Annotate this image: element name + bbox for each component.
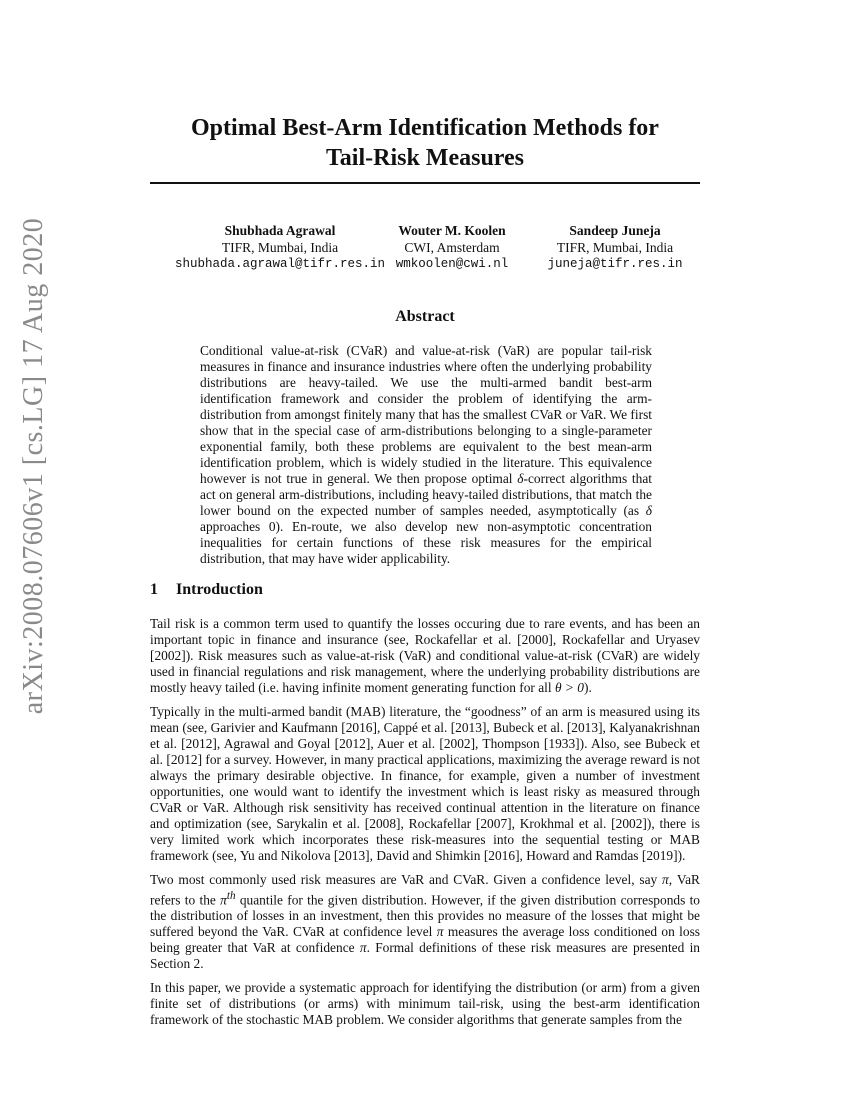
- author-email[interactable]: juneja@tifr.res.in: [547, 257, 683, 271]
- abstract-heading: Abstract: [395, 308, 455, 325]
- author-2: [382, 222, 522, 273]
- abstract-body: [200, 343, 652, 567]
- inline-math: θ > 0: [554, 680, 584, 695]
- section-number: 1: [150, 581, 158, 598]
- paragraph-text: . Formal definitions of these risk measures are presented in Section 2.: [150, 940, 700, 972]
- author-block: [150, 222, 700, 282]
- paragraph-1: [150, 616, 700, 696]
- delta-symbol: δ: [517, 471, 524, 486]
- author-name: Wouter M. Koolen: [398, 223, 506, 238]
- abstract-text-2: -correct algorithms that act on general arm-distributions, including heavy-tailed distributions, that match the lower bound on the expected number of samples needed, asymptotically (as: [200, 471, 652, 518]
- author-name: Sandeep Juneja: [569, 223, 661, 238]
- title-line-1: Optimal Best-Arm Identification Methods for: [191, 115, 659, 141]
- abstract-text-1: Conditional value-at-risk (CVaR) and value-at-risk (VaR) are popular tail-risk measures in finance and insurance industries where often the underlying probability distributions are heavy-tailed. We use the multi-armed bandit best-arm identification framework and consider the problem of identifying the arm-distribution from amongst finitely many that has the smallest CVaR or VaR. We first show that in the special case of arm-distributions belonging to a single-parameter exponential family, both these problems are equivalent to the best mean-arm identification problem, which is widely studied in the literature. This equivalence however is not true in general. We then propose optimal: [200, 343, 652, 486]
- inline-math: π: [359, 940, 367, 956]
- author-3: [540, 222, 690, 273]
- paragraph-4: In this paper, we provide a systematic approach for identifying the distribution (or arm) from a given finite set of distributions (or arms) with minimum tail-risk, using the best-arm identification framework of the stochastic MAB problem. We consider algorithms that generate samples from the: [150, 980, 700, 1028]
- abstract-paragraph: [200, 343, 652, 567]
- section-heading: [150, 581, 263, 599]
- author-email[interactable]: shubhada.agrawal@tifr.res.in: [174, 257, 386, 271]
- author-affiliation: CWI, Amsterdam: [404, 240, 500, 255]
- delta-symbol: δ: [645, 503, 652, 518]
- superscript: th: [226, 890, 236, 902]
- arxiv-stamp: arXiv:2008.07606v1 [cs.LG] 17 Aug 2020: [18, 217, 49, 715]
- paragraph-text: measures the average loss conditioned on loss being greater that VaR at confidence: [150, 924, 701, 956]
- inline-math: π: [220, 892, 227, 908]
- inline-math: π: [436, 924, 444, 940]
- introduction-body: [150, 616, 700, 1036]
- paragraph-text: Two most commonly used risk measures are VaR and CVaR. Given a confidence level, say: [150, 872, 663, 887]
- author-affiliation: TIFR, Mumbai, India: [556, 240, 674, 255]
- author-affiliation: TIFR, Mumbai, India: [221, 240, 339, 255]
- title-rule: [150, 182, 700, 184]
- abstract-text-3: approaches 0). En-route, we also develop new non-asymptotic concentration inequalities for certain functions of these risk measures for the empirical distribution, that may have wider applicability.: [200, 519, 652, 566]
- paragraph-text: , VaR refers to the: [150, 872, 700, 908]
- paragraph-text: Tail risk is a common term used to quantify the losses occuring due to rare events, and has been an important topic in finance and insurance (see, Rockafellar et al. [2000], Rockafellar and Uryasev [2002]). Risk measures such as value-at-risk (VaR) and conditional value-at-risk (CVaR) are widely used in financial regulations and risk management, where the underlying probability distributions are mostly heavy tailed (i.e. having infinite moment generating function for all: [150, 616, 700, 695]
- paper-title: [150, 113, 700, 173]
- paragraph-text: ).: [583, 680, 592, 695]
- author-name: Shubhada Agrawal: [224, 223, 336, 238]
- paragraph-3: [150, 872, 700, 972]
- paragraph-text: quantile for the given distribution. However, if the given distribution corresponds to the distribution of losses in an investment, then this provides no measure of the losses that might be suffered beyond the VaR. CVaR at confidence level: [150, 892, 701, 940]
- title-line-2: Tail-Risk Measures: [325, 145, 525, 171]
- author-email[interactable]: wmkoolen@cwi.nl: [395, 257, 509, 271]
- paragraph-2: Typically in the multi-armed bandit (MAB) literature, the “goodness” of an arm is measured using its mean (see, Garivier and Kaufmann [2016], Cappé et al. [2013], Bubeck et al. [2013], Kalyanakrishnan et al. [2012], Agrawal and Goyal [2012], Auer et al. [2002], Thompson [1933]). Also, see Bubeck et al. [2012] for a survey. However, in many practical applications, maximizing the average reward is not always the primary desirable objective. In finance, for example, given a number of investment opportunities, one would want to identify the investment which is least risky as measured through CVaR or VaR. Although risk sensitivity has received continual attention in the literature on finance and optimization (see, Sarykalin et al. [2008], Rockafellar [2007], Krokhmal et al. [2002]), there is very limited work which incorporates these risk-measures into the sequential testing or MAB framework (see, Yu and Nikolova [2013], David and Shimkin [2016], Howard and Ramdas [2019]).: [150, 704, 701, 863]
- inline-math: π: [662, 872, 669, 887]
- section-title: Introduction: [176, 581, 263, 598]
- author-1: [170, 222, 390, 273]
